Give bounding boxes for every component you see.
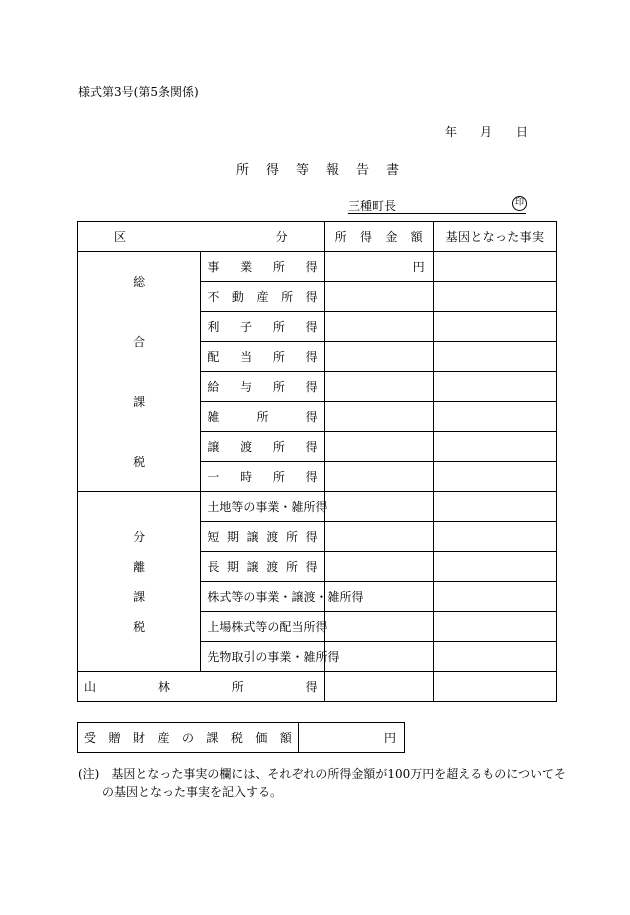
row-label-char: 配 bbox=[207, 350, 220, 364]
amount-cell[interactable] bbox=[324, 642, 433, 672]
row-label-char: 得 bbox=[305, 470, 318, 484]
row-label-char: 事 bbox=[207, 260, 220, 274]
row-label-char: 所 bbox=[281, 290, 294, 304]
header-basis-char: 因 bbox=[457, 230, 470, 244]
header-basis-char: な bbox=[482, 230, 495, 244]
row-label-char: 雑 bbox=[327, 590, 340, 604]
row-label-char: 期 bbox=[226, 530, 239, 544]
row-label-char: 得 bbox=[305, 560, 318, 574]
gift-table bbox=[77, 722, 405, 753]
header-basis-char: 事 bbox=[519, 230, 532, 244]
row-label-char: 上 bbox=[207, 620, 220, 634]
row-label-char: ・ bbox=[291, 650, 304, 664]
row-label bbox=[201, 612, 328, 642]
amount-cell[interactable] bbox=[324, 312, 433, 342]
basis-cell[interactable] bbox=[433, 342, 556, 372]
basis-cell[interactable] bbox=[433, 372, 556, 402]
table-row bbox=[78, 492, 557, 522]
row-label-char: 所 bbox=[256, 410, 269, 424]
gift-label-char: 産 bbox=[157, 731, 170, 745]
header-row bbox=[78, 222, 557, 252]
group-label-char: 課 bbox=[133, 394, 146, 409]
group-label bbox=[78, 252, 201, 492]
row-label-char: 所 bbox=[272, 350, 285, 364]
row-label-char: 利 bbox=[207, 320, 220, 334]
basis-cell[interactable] bbox=[433, 552, 556, 582]
title-char: 所 bbox=[236, 163, 250, 178]
gift-label-char: 受 bbox=[84, 731, 97, 745]
basis-cell[interactable] bbox=[433, 492, 556, 522]
gift-label-char: 税 bbox=[230, 731, 243, 745]
header-basis-char: 基 bbox=[445, 230, 458, 244]
header-kubun-char: 区 bbox=[114, 230, 127, 244]
row-label-char: 得 bbox=[305, 350, 318, 364]
row-label-char: 当 bbox=[240, 350, 253, 364]
row-label bbox=[201, 282, 324, 312]
basis-cell[interactable] bbox=[433, 282, 556, 312]
amount-cell[interactable] bbox=[324, 612, 433, 642]
row-label bbox=[201, 432, 324, 462]
row-label-char: 所 bbox=[272, 320, 285, 334]
row-label-char: 林 bbox=[157, 680, 170, 694]
row-label-char: 等 bbox=[231, 500, 244, 514]
mayor-label: 三種町長 bbox=[348, 199, 397, 213]
row-label-char: の bbox=[243, 590, 256, 604]
note-line-2: の基因となった事実を記入する。 bbox=[102, 785, 283, 799]
row-label-char: ・ bbox=[279, 590, 292, 604]
row-label bbox=[201, 252, 324, 282]
row-label-char: 動 bbox=[231, 290, 244, 304]
row-label-char: 業 bbox=[267, 500, 280, 514]
header-basis-char: た bbox=[507, 230, 520, 244]
gift-label-char: の bbox=[181, 731, 194, 745]
amount-cell[interactable] bbox=[324, 432, 433, 462]
table-row bbox=[78, 672, 557, 702]
row-label-char: 先 bbox=[207, 650, 220, 664]
row-label-char: 得 bbox=[305, 260, 318, 274]
table-row bbox=[78, 252, 557, 282]
basis-cell[interactable] bbox=[433, 582, 556, 612]
row-label-char: 所 bbox=[272, 440, 285, 454]
row-label bbox=[201, 312, 324, 342]
row-label-char: 産 bbox=[256, 290, 269, 304]
row-label-char: 所 bbox=[339, 590, 352, 604]
title-char: 告 bbox=[356, 163, 370, 178]
amount-cell[interactable] bbox=[324, 342, 433, 372]
row-label-char: の bbox=[243, 500, 256, 514]
row-label-char: 子 bbox=[240, 320, 253, 334]
row-label-char: 所 bbox=[285, 530, 298, 544]
gift-amount-cell[interactable] bbox=[299, 723, 405, 753]
row-label-char: 業 bbox=[279, 650, 292, 664]
row-label-char: 土 bbox=[207, 500, 220, 514]
row-label-char: の bbox=[255, 650, 268, 664]
gift-label-cell bbox=[78, 723, 299, 753]
row-label-char: 式 bbox=[219, 590, 232, 604]
row-label-char: 一 bbox=[207, 470, 220, 484]
row-label-char: 長 bbox=[207, 560, 220, 574]
group-label-char: 税 bbox=[133, 619, 146, 634]
amount-cell[interactable] bbox=[324, 522, 433, 552]
row-label-char: 得 bbox=[327, 650, 340, 664]
row-label-char: 株 bbox=[231, 620, 244, 634]
row-label-char: 雑 bbox=[207, 410, 220, 424]
row-label-char: 譲 bbox=[207, 440, 220, 454]
row-label-char: 得 bbox=[305, 380, 318, 394]
date-year-label: 年 bbox=[445, 125, 458, 139]
row-label bbox=[201, 642, 340, 672]
row-label-char: 譲 bbox=[291, 590, 304, 604]
row-label-char: 渡 bbox=[266, 530, 279, 544]
group-label-char: 離 bbox=[133, 559, 146, 574]
row-label-char: 得 bbox=[351, 590, 364, 604]
row-label-char: 株 bbox=[207, 590, 220, 604]
header-amount-char: 額 bbox=[410, 230, 423, 244]
row-label-char: 地 bbox=[219, 500, 232, 514]
row-label-char: 得 bbox=[305, 680, 318, 694]
basis-cell[interactable] bbox=[433, 612, 556, 642]
row-label-char: ・ bbox=[279, 500, 292, 514]
row-label-char: 渡 bbox=[303, 590, 316, 604]
row-label-char: 山 bbox=[84, 680, 97, 694]
row-label-char: 所 bbox=[285, 560, 298, 574]
row-label-char: 等 bbox=[231, 590, 244, 604]
row-label-char: 得 bbox=[305, 290, 318, 304]
row-label bbox=[201, 492, 328, 522]
form-number: 様式第3号(第5条関係) bbox=[78, 85, 199, 99]
row-label-char: 所 bbox=[272, 260, 285, 274]
row-label-char: 雑 bbox=[291, 500, 304, 514]
row-label-char: 所 bbox=[303, 620, 316, 634]
row-label-char: 短 bbox=[207, 530, 220, 544]
row-label-char: 配 bbox=[279, 620, 292, 634]
row-label-char: 事 bbox=[267, 650, 280, 664]
amount-cell[interactable] bbox=[324, 372, 433, 402]
row-label-char: 不 bbox=[207, 290, 220, 304]
income-table bbox=[77, 221, 557, 702]
row-label-char: 当 bbox=[291, 620, 304, 634]
seal-mark: 印 bbox=[512, 196, 527, 211]
header-basis-char: っ bbox=[494, 230, 507, 244]
row-label bbox=[201, 522, 324, 552]
amount-cell[interactable] bbox=[324, 402, 433, 432]
basis-cell[interactable] bbox=[433, 522, 556, 552]
group-label-char: 分 bbox=[133, 529, 146, 544]
row-label-char: 渡 bbox=[240, 440, 253, 454]
row-label-char: 事 bbox=[255, 500, 268, 514]
amount-cell[interactable] bbox=[324, 552, 433, 582]
row-label-char: 得 bbox=[305, 410, 318, 424]
title-char: 書 bbox=[386, 163, 400, 178]
row-label-char: 業 bbox=[267, 590, 280, 604]
basis-cell[interactable] bbox=[433, 462, 556, 492]
row-label-char: 雑 bbox=[303, 650, 316, 664]
row-label-char: 譲 bbox=[246, 530, 259, 544]
row-label-char: 引 bbox=[243, 650, 256, 664]
note bbox=[78, 765, 568, 801]
basis-cell[interactable] bbox=[433, 432, 556, 462]
amount-cell[interactable] bbox=[324, 282, 433, 312]
header-kubun-char: 分 bbox=[275, 230, 288, 244]
amount-cell[interactable] bbox=[324, 492, 433, 522]
group-label-char: 合 bbox=[133, 334, 146, 349]
title-char: 報 bbox=[326, 163, 340, 178]
amount-cell[interactable]: 円 bbox=[324, 252, 433, 282]
mayor-underline bbox=[348, 213, 526, 214]
row-label-char: 得 bbox=[315, 500, 328, 514]
date-month-label: 月 bbox=[480, 125, 493, 139]
group-label bbox=[78, 492, 201, 672]
row-label-char: 得 bbox=[305, 320, 318, 334]
row-label-char: 渡 bbox=[266, 560, 279, 574]
gift-label-char: 額 bbox=[279, 731, 292, 745]
basis-cell[interactable] bbox=[433, 312, 556, 342]
row-label-char: 所 bbox=[272, 380, 285, 394]
title-char: 得 bbox=[266, 163, 280, 178]
basis-cell[interactable] bbox=[433, 642, 556, 672]
row-label-char: 給 bbox=[207, 380, 220, 394]
gift-label-char: 財 bbox=[132, 731, 145, 745]
amount-cell[interactable] bbox=[324, 672, 433, 702]
header-basis-char: と bbox=[470, 230, 483, 244]
row-label bbox=[201, 402, 324, 432]
row-label-char: 与 bbox=[240, 380, 253, 394]
basis-cell[interactable] bbox=[433, 402, 556, 432]
header-kubun bbox=[78, 222, 325, 252]
row-label-char: 事 bbox=[255, 590, 268, 604]
row-label-char: 所 bbox=[272, 470, 285, 484]
row-label-char: の bbox=[267, 620, 280, 634]
row-label-char: 場 bbox=[219, 620, 232, 634]
row-label-char: 得 bbox=[315, 620, 328, 634]
title-char: 等 bbox=[296, 163, 310, 178]
row-label bbox=[201, 342, 324, 372]
row-label-char: 所 bbox=[303, 500, 316, 514]
gift-label-char: 課 bbox=[206, 731, 219, 745]
row-label-char: 得 bbox=[305, 530, 318, 544]
row-label bbox=[201, 372, 324, 402]
basis-cell[interactable] bbox=[433, 672, 556, 702]
row-label-char: 譲 bbox=[246, 560, 259, 574]
group-label-char: 税 bbox=[133, 454, 146, 469]
row-label-char: 物 bbox=[219, 650, 232, 664]
row-label bbox=[201, 552, 324, 582]
note-line-1: (注) 基因となった事実の欄には、それぞれの所得金額が100万円を超えるものについてそ bbox=[78, 767, 567, 781]
group-label-char: 総 bbox=[133, 274, 146, 289]
gift-label-char: 価 bbox=[255, 731, 268, 745]
header-amount bbox=[324, 222, 433, 252]
row-label-char: 所 bbox=[315, 650, 328, 664]
row-label-char: 等 bbox=[255, 620, 268, 634]
row-label-char: 時 bbox=[240, 470, 253, 484]
header-basis bbox=[433, 222, 556, 252]
row-label-mountain bbox=[78, 672, 325, 702]
header-amount-char: 所 bbox=[334, 230, 347, 244]
header-amount-char: 得 bbox=[359, 230, 372, 244]
row-label-char: 所 bbox=[231, 680, 244, 694]
row-label-char: 得 bbox=[305, 440, 318, 454]
row-label-char: ・ bbox=[315, 590, 328, 604]
basis-cell[interactable] bbox=[433, 252, 556, 282]
row-label-char: 業 bbox=[240, 260, 253, 274]
row-label bbox=[201, 462, 324, 492]
row-label-char: 期 bbox=[226, 560, 239, 574]
date-day-label: 日 bbox=[516, 125, 529, 139]
header-basis-char: 実 bbox=[531, 230, 544, 244]
header-amount-char: 金 bbox=[385, 230, 398, 244]
amount-cell[interactable] bbox=[324, 462, 433, 492]
group-label-char: 課 bbox=[133, 589, 146, 604]
gift-unit: 円 bbox=[383, 731, 396, 745]
row-label bbox=[201, 582, 364, 612]
row-label-char: 式 bbox=[243, 620, 256, 634]
row-label-char: 取 bbox=[231, 650, 244, 664]
gift-label-char: 贈 bbox=[108, 731, 121, 745]
